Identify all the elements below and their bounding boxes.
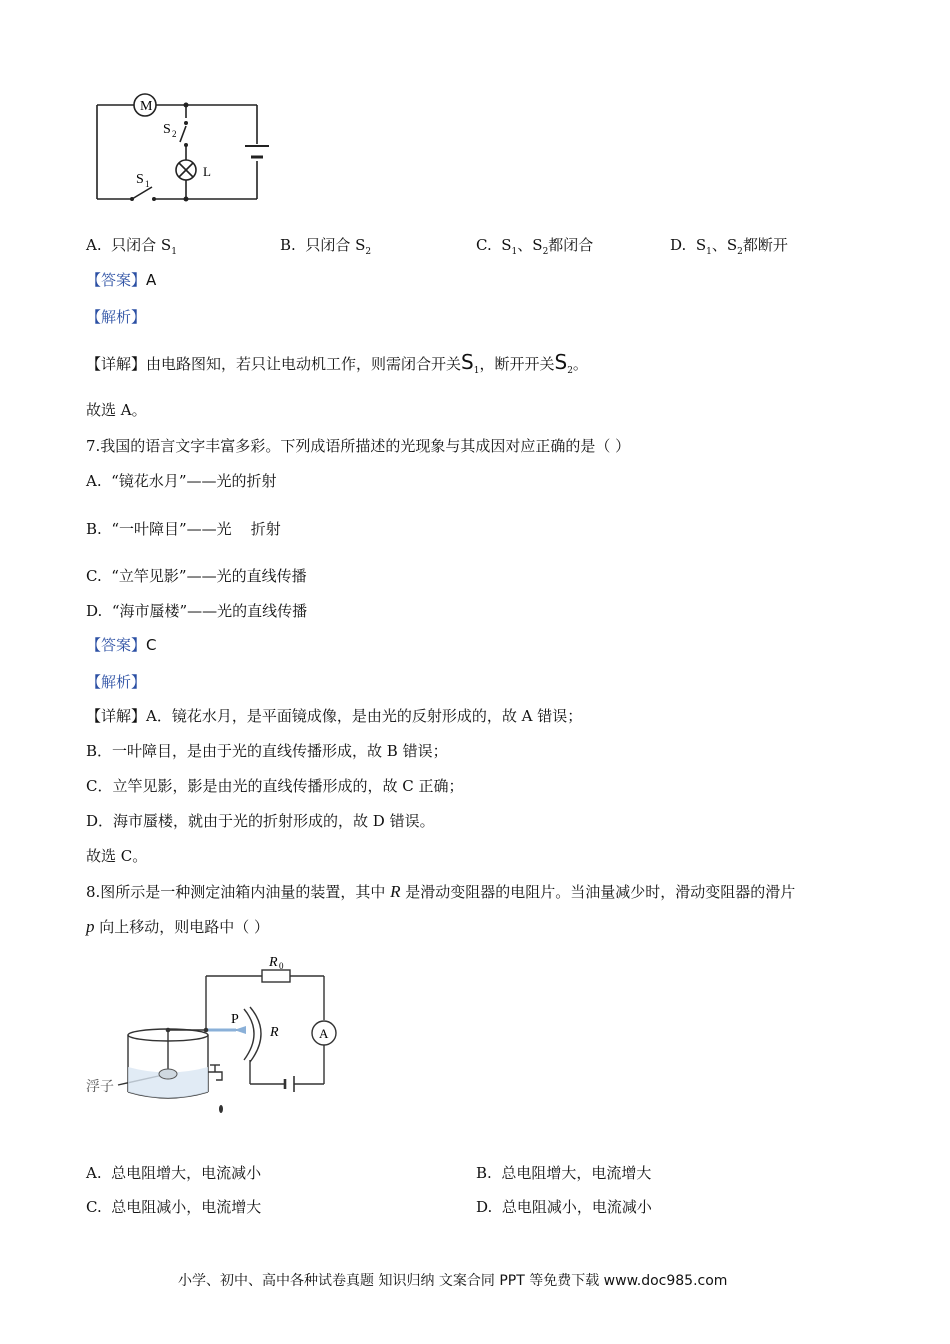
q7-detail-b: B．一叶障目，是由于光的直线传播形成，故 B 错误； [86, 742, 448, 760]
q7-stem: 7.我国的语言文字丰富多彩。下列成语所描述的光现象与其成因对应正确的是（ ） [86, 437, 631, 455]
motor-label: M [140, 99, 153, 114]
q8-stem-line1: 8.图所示是一种测定油箱内油量的装置，其中 R 是滑动变阻器的电阻片。当油量减少时，滑动变阻器的滑片 [86, 882, 796, 901]
q7-detail-d: D．海市蜃楼，就由于光的折射形成的，故 D 错误。 [86, 812, 435, 830]
q7-detail-c: C．立竿见影，影是由光的直线传播形成的，故 C 正确； [86, 777, 464, 795]
q8-option-a: A. 总电阻增大，电流减小 [86, 1164, 262, 1182]
ammeter-label: A [319, 1026, 329, 1041]
float-label: 浮子 [86, 1080, 114, 1095]
resistor-r0-sub: 0 [279, 961, 284, 971]
slider-p-label: P [231, 1012, 239, 1027]
q6-answer: 【答案】A [86, 271, 157, 289]
switch1-sub: 1 [145, 179, 150, 189]
resistor-r0-label: R [269, 955, 278, 970]
rheostat-r-label: R [270, 1025, 279, 1040]
q6-conclusion: 故选 A。 [86, 401, 147, 419]
q8-option-b: B. 总电阻增大，电流增大 [476, 1164, 652, 1182]
q8-option-d: D. 总电阻减小，电流减小 [476, 1198, 652, 1216]
q8-option-c: C. 总电阻减小，电流增大 [86, 1198, 262, 1216]
q7-analysis-label: 【解析】 [86, 673, 147, 691]
q6-option-a: A. 只闭合 $S_1$ [86, 236, 177, 257]
q7-detail-a: 【详解】A．镜花水月，是平面镜成像，是由光的反射形成的，故 A 错误； [86, 707, 583, 725]
q6-analysis-label: 【解析】 [86, 308, 147, 326]
q7-answer: 【答案】C [86, 636, 157, 654]
lamp-label: L [203, 164, 211, 179]
q6-circuit-diagram [92, 88, 272, 210]
switch2-sub: 2 [172, 129, 177, 139]
q6-option-b: B. 只闭合 $S_2$ [280, 236, 372, 257]
q7-option-c: C. “立竿见影”——光的直线传播 [86, 567, 307, 585]
q7-option-a: A. “镜花水月”——光的折射 [86, 472, 277, 490]
page-footer[interactable]: 小学、初中、高中各种试卷真题 知识归纳 文案合同 PPT 等免费下载 www.doc985.com [178, 1273, 728, 1289]
switch2-label: S [163, 122, 171, 137]
q6-option-c: C. $S_1$、$S_2$都闭合 [476, 236, 594, 257]
q7-option-d: D. “海市蜃楼”——光的直线传播 [86, 602, 308, 620]
q6-detail: 【详解】由电路图知，若只让电动机工作，则需闭合开关$S_1$，断开开关$S_2$。 [86, 350, 588, 376]
q7-conclusion: 故选 C。 [86, 847, 148, 865]
q7-option-b: B. “一叶障目”——光 折射 [86, 520, 281, 538]
switch1-label: S [136, 172, 144, 187]
q8-oil-gauge-diagram [84, 952, 344, 1118]
q6-option-d: D. $S_1$、$S_2$都断开 [670, 236, 788, 257]
q8-stem-line2: p 向上移动，则电路中（ ） [86, 917, 270, 936]
